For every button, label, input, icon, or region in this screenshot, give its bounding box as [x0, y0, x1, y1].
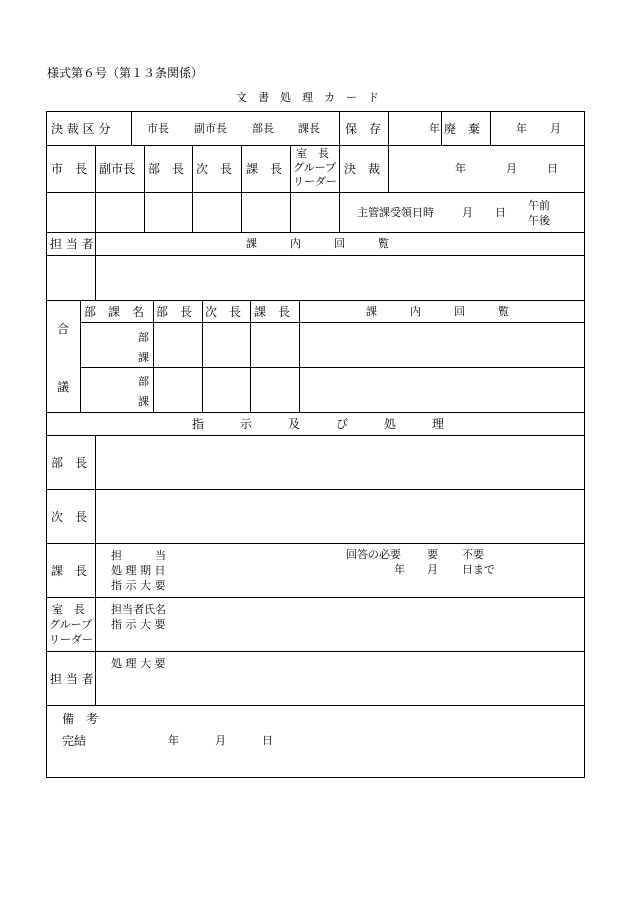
- kanketsu-hi-unit: 日: [262, 734, 273, 747]
- gogi-side-label-2: 議: [57, 380, 70, 394]
- kanai-kairan-header: 課 内 回 覧: [246, 237, 389, 250]
- shicho-label: 市 長: [51, 162, 88, 176]
- shiji-shitsucho-label: 室 長 グループ リーダー: [49, 603, 93, 646]
- shiji-jicho-label: 次 長: [51, 510, 88, 524]
- jushin-nichiji-label: 主管課受領日時: [357, 206, 434, 219]
- haiki-tsuki-unit: 月: [550, 122, 561, 135]
- kaito-fuyo-option[interactable]: 不要: [462, 548, 484, 561]
- option-kacho[interactable]: 課長: [298, 122, 320, 135]
- gogi-buka-2: 部 課: [138, 375, 149, 408]
- jushin-tsuki-unit: 月: [462, 206, 473, 219]
- kessai-label: 決 裁: [344, 162, 381, 176]
- shori-nen-unit: 年: [394, 563, 405, 576]
- kanketsu-label: 完結: [62, 734, 87, 748]
- gogi-kacho-header: 課 長: [254, 305, 291, 319]
- gogi-kanai-kairan-header: 課 内 回 覧: [366, 305, 509, 318]
- kaito-yo-option[interactable]: 要: [427, 548, 438, 561]
- kacho-fields: 担 当 処 理 期 日 指 示 大 要: [111, 549, 166, 592]
- fukushicho-label: 副市長: [99, 162, 136, 176]
- kessai-tsuki-unit: 月: [506, 162, 517, 175]
- jicho-label: 次 長: [196, 162, 233, 176]
- shitsucho-fields: 担当者氏名 指 示 大 要: [111, 603, 166, 631]
- option-bucho[interactable]: 部長: [252, 122, 274, 135]
- kessai-nen-unit: 年: [455, 162, 466, 175]
- haiki-label: 廃 棄: [444, 122, 481, 136]
- bucho-label: 部 長: [148, 162, 185, 176]
- haiki-nen-unit: 年: [516, 122, 527, 135]
- option-shicho[interactable]: 市長: [147, 122, 169, 135]
- shiji-bucho-label: 部 長: [51, 456, 88, 470]
- ampm-label: 午前 午後: [528, 199, 550, 227]
- shitsucho-label: 室 長 グループ リーダー: [293, 147, 337, 188]
- hozon-nen-unit: 年: [429, 122, 440, 135]
- shiji-tantosha-label: 担 当 者: [50, 672, 94, 686]
- gogi-bucho-header: 部 長: [156, 305, 193, 319]
- jushin-hi-unit: 日: [495, 206, 506, 219]
- gogi-jicho-header: 次 長: [205, 305, 242, 319]
- gogi-side-label-1: 合: [57, 322, 70, 336]
- kacho-label: 課 長: [246, 162, 283, 176]
- biko-label: 備 考: [62, 712, 99, 726]
- gogi-bukamei-header: 部 課 名: [84, 305, 145, 319]
- kessai-hi-unit: 日: [547, 162, 558, 175]
- kanketsu-nen-unit: 年: [168, 734, 179, 747]
- shori-hi-made: 日まで: [462, 563, 495, 576]
- form-number-label: 様式第６号（第１３条関係）: [47, 66, 204, 80]
- gogi-buka-1: 部 課: [138, 331, 149, 364]
- shiji-shori-title: 指 示 及 び 処 理: [192, 417, 445, 431]
- shori-taiyo-label: 処 理 大 要: [111, 657, 166, 670]
- kessai-kubun-label: 決 裁 区 分: [51, 122, 111, 136]
- kaito-hitsuyo-label: 回答の必要: [346, 548, 401, 561]
- form-title: 文 書 処 理 カ ー ド: [236, 91, 379, 104]
- shori-tsuki-unit: 月: [427, 563, 438, 576]
- kanketsu-tsuki-unit: 月: [215, 734, 226, 747]
- shiji-kacho-label: 課 長: [51, 564, 88, 578]
- hozon-label: 保 存: [345, 122, 382, 136]
- tantosha-label: 担 当 者: [50, 237, 94, 251]
- option-fukushicho[interactable]: 副市長: [194, 122, 227, 135]
